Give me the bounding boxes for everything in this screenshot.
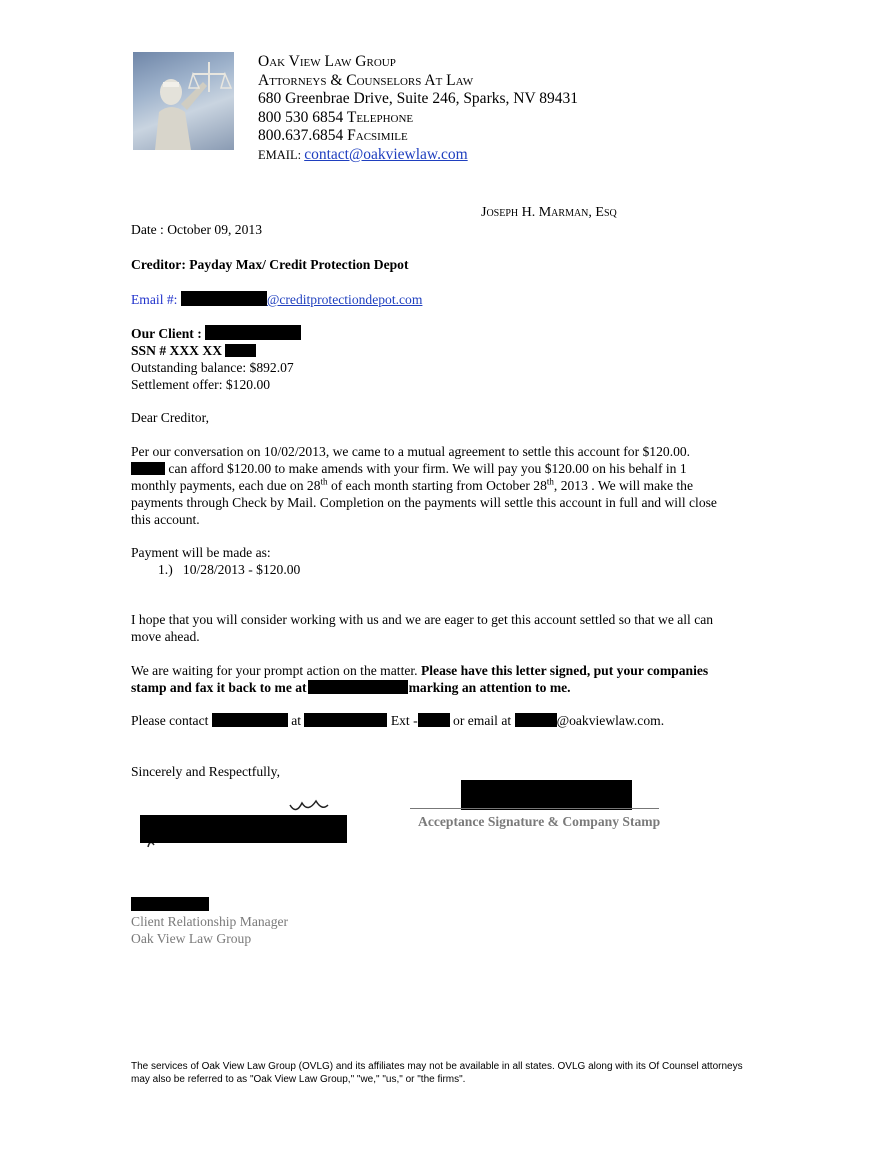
paragraph-line: move ahead.	[131, 629, 200, 644]
footer-line: The services of Oak View Law Group (OVLG) and its affiliates may not be available in all states. OVLG along with its Of Counsel attorneys	[131, 1061, 743, 1072]
redaction-box	[131, 897, 209, 911]
handwritten-signature	[140, 795, 360, 855]
text-segment: monthly payments, each due on 28	[131, 478, 321, 493]
footer-line: may also be referred to as "Oak View Law Group," "we," "us," or "the firms".	[131, 1074, 466, 1085]
redaction-box	[304, 713, 387, 727]
firm-facsimile: 800.637.6854 Facsimile	[258, 127, 408, 145]
paragraph-action	[131, 662, 708, 696]
contact-line	[131, 712, 664, 729]
signature-line	[410, 808, 659, 809]
text-segment: stamp and fax it back to me at	[131, 680, 307, 695]
creditor-email-link[interactable]: @creditprotectiondepot.com	[266, 292, 423, 307]
firm-email-line	[258, 146, 578, 165]
signer-company: Oak View Law Group	[131, 931, 252, 946]
redaction-box	[181, 291, 267, 306]
text-segment: or email at	[453, 713, 512, 728]
client-label: Our Client :	[131, 326, 202, 341]
paragraph-line: I hope that you will consider working with us and we are eager to get this account settled so that we all can	[131, 612, 714, 627]
text-segment: Ext -	[390, 713, 418, 728]
attorney-name: Joseph H. Marman, Esq	[481, 205, 617, 220]
signer-title: Client Relationship Manager	[131, 914, 289, 929]
text-segment: Please contact	[131, 713, 209, 728]
paragraph-agreement	[131, 443, 717, 528]
paragraph-line: can afford $120.00 to make amends with your firm. We will pay you $120.00 on his behalf in 1	[168, 461, 687, 476]
paragraph-line: this account.	[131, 512, 200, 527]
text-segment: marking an attention to me.	[408, 680, 571, 695]
text-segment: Please have this letter signed, put your companies	[420, 663, 709, 678]
creditor-email-line	[131, 291, 422, 308]
email-label: Email #:	[131, 292, 178, 307]
letterhead	[258, 53, 578, 165]
payment-item: 1.) 10/28/2013 - $120.00	[158, 562, 301, 577]
firm-name: Oak View Law Group	[258, 53, 396, 70]
redaction-box	[225, 344, 256, 357]
closing: Sincerely and Respectfully,	[131, 764, 280, 779]
client-block	[131, 325, 301, 393]
redaction-box	[461, 780, 632, 810]
redaction-box	[308, 680, 408, 694]
outstanding-balance: Outstanding balance: $892.07	[131, 360, 294, 375]
redaction-box	[131, 462, 165, 475]
text-segment: at	[291, 713, 301, 728]
salutation: Dear Creditor,	[131, 410, 209, 425]
lady-justice-statue-icon	[133, 52, 234, 150]
redaction-box	[418, 713, 450, 727]
firm-tagline: Attorneys & Counselors At Law	[258, 71, 474, 89]
acceptance-label: Acceptance Signature & Company Stamp	[418, 814, 661, 829]
text-segment: , 2013 . We will make the	[553, 478, 693, 493]
paragraph-hope	[131, 611, 713, 645]
firm-email-link[interactable]: contact@oakviewlaw.com	[304, 145, 468, 163]
redaction-box	[205, 325, 301, 340]
paragraph-line: payments through Check by Mail. Completion on the payments will settle this account in full and will close	[131, 495, 717, 510]
firm-logo	[133, 52, 234, 150]
paragraph-line	[131, 477, 717, 494]
ssn-label: SSN # XXX XX	[131, 343, 223, 358]
superscript: th	[546, 476, 554, 487]
redaction-box	[212, 713, 288, 727]
text-segment: We are waiting for your prompt action on the matter.	[131, 663, 421, 678]
payment-intro: Payment will be made as:	[131, 545, 271, 560]
creditor-line: Creditor: Payday Max/ Credit Protection Depot	[131, 257, 409, 272]
firm-address: 680 Greenbrae Drive, Suite 246, Sparks, NV 89431	[258, 90, 578, 108]
letter-date: Date : October 09, 2013	[131, 222, 262, 237]
redaction-box	[515, 713, 557, 727]
text-segment: of each month starting from October 28	[327, 478, 547, 493]
settlement-offer: Settlement offer: $120.00	[131, 377, 271, 392]
superscript: th	[320, 476, 328, 487]
firm-telephone: 800 530 6854 Telephone	[258, 108, 414, 126]
footer-disclaimer	[131, 1060, 771, 1086]
paragraph-line: Per our conversation on 10/02/2013, we came to a mutual agreement to settle this account for $120.00.	[131, 444, 691, 459]
text-segment: @oakviewlaw.com.	[556, 713, 665, 728]
firm-email-label: EMAIL:	[258, 147, 302, 162]
